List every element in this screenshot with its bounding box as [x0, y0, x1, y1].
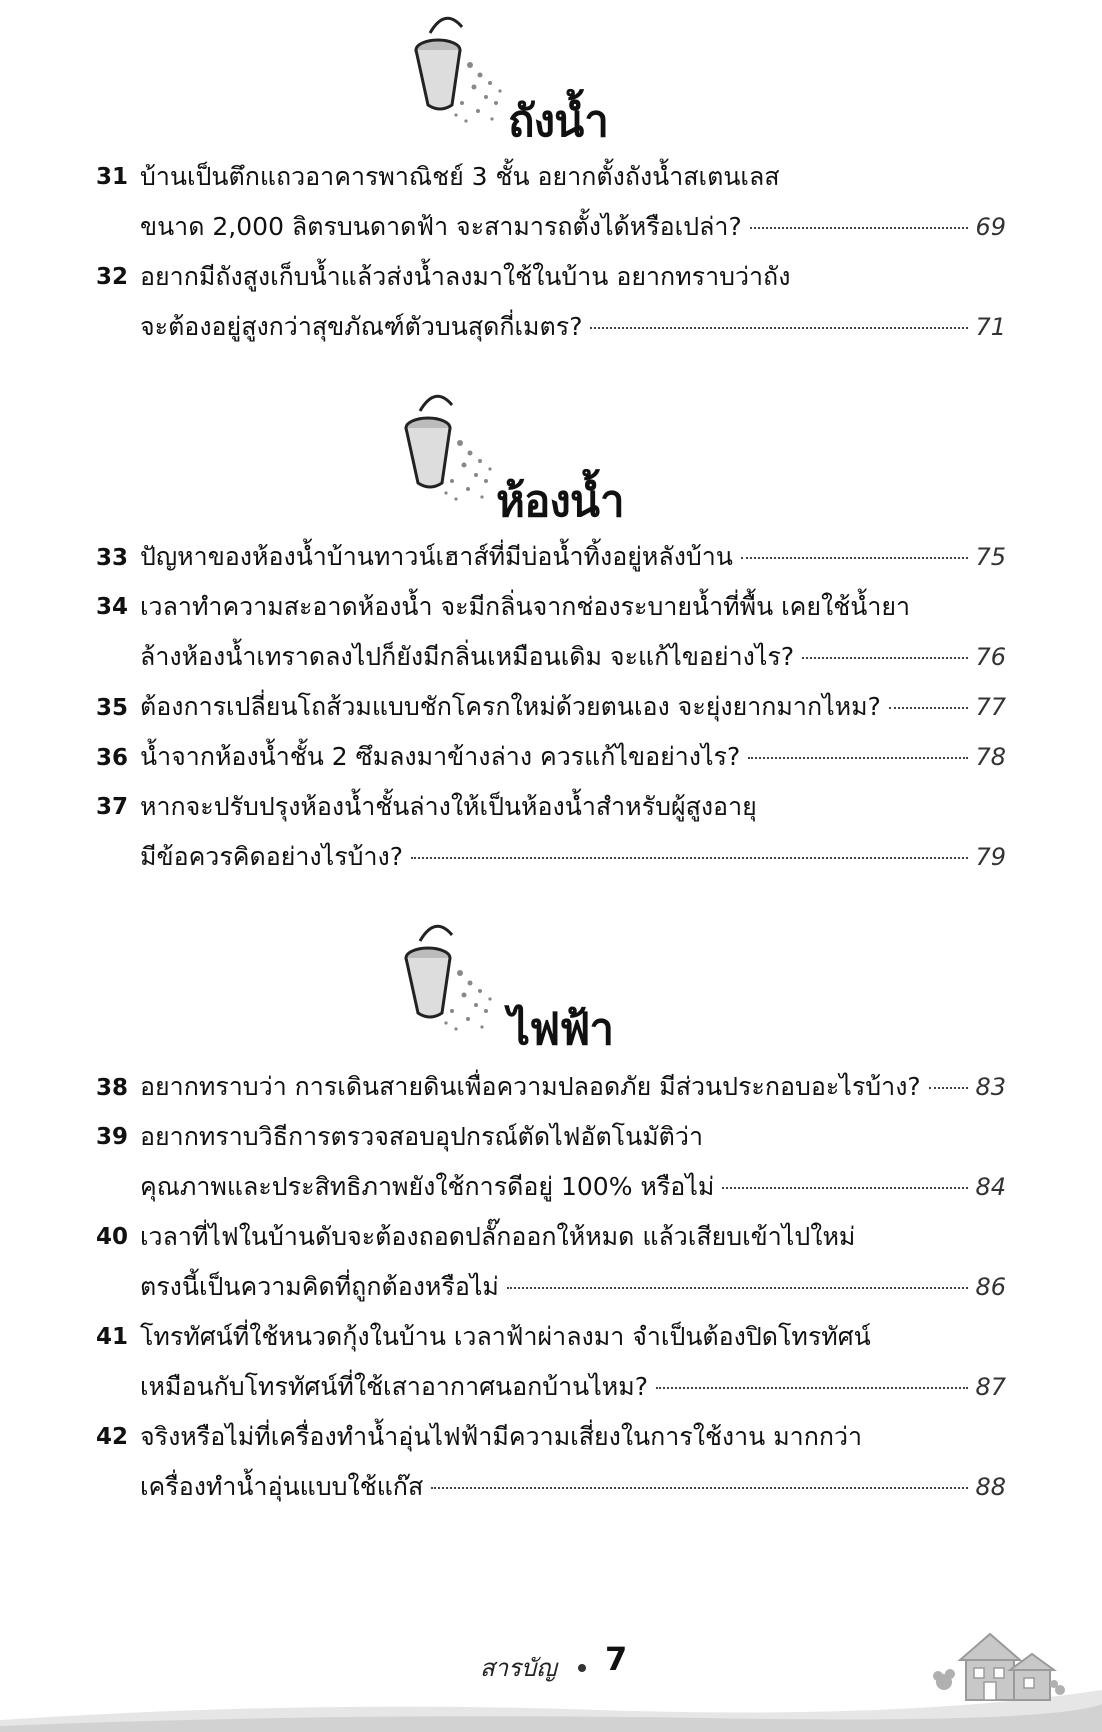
entry-text: หากจะปรับปรุงห้องน้ำชั้นล่างให้เป็นห้องน้ำสำหรับผู้สูงอายุ	[140, 792, 757, 821]
entry-number: 36	[96, 745, 129, 771]
house-icon	[930, 1620, 1070, 1710]
dot-leader	[722, 1186, 968, 1189]
dot-leader	[741, 556, 968, 559]
entry-number: 40	[96, 1224, 129, 1250]
footer-label: สารบัญ	[480, 1654, 557, 1682]
entry-text: ปัญหาของห้องน้ำบ้านทาวน์เฮาส์ที่มีบ่อน้ำทิ้งอยู่หลังบ้าน	[140, 542, 733, 571]
entry-text: เวลาทำความสะอาดห้องน้ำ จะมีกลิ่นจากช่องระบายน้ำที่พื้น เคยใช้น้ำยา	[140, 592, 911, 621]
toc-entry[interactable]	[96, 1312, 1006, 1412]
entry-number: 42	[96, 1424, 129, 1450]
page-number: 75	[975, 543, 1006, 571]
entry-text: จะต้องอยู่สูงกว่าสุขภัณฑ์ตัวบนสุดกี่เมตร?	[140, 312, 583, 341]
entry-text: ขนาด 2,000 ลิตรบนดาดฟ้า จะสามารถตั้งได้หรือเปล่า?	[140, 212, 742, 241]
entry-number: 39	[96, 1124, 129, 1150]
page-number: 86	[975, 1273, 1006, 1301]
entry-text: อยากทราบวิธีการตรวจสอบอุปกรณ์ตัดไฟอัตโนมัติว่า	[140, 1122, 703, 1151]
entry-number: 31	[96, 164, 129, 190]
dot-leader	[889, 706, 968, 709]
dot-leader	[411, 856, 968, 859]
dot-leader	[748, 756, 968, 759]
entry-number: 35	[96, 695, 129, 721]
entry-text: คุณภาพและประสิทธิภาพยังใช้การดีอยู่ 100% หรือไม่	[140, 1172, 715, 1201]
entry-number: 32	[96, 264, 129, 290]
entry-text: น้ำจากห้องน้ำชั้น 2 ซึมลงมาข้างล่าง ควรแก้ไขอย่างไร?	[140, 742, 741, 771]
dot-leader	[431, 1486, 968, 1489]
entry-text: จริงหรือไม่ที่เครื่องทำน้ำอุ่นไฟฟ้ามีความเสี่ยงในการใช้งาน มากกว่า	[140, 1422, 863, 1451]
entry-text: อยากมีถังสูงเก็บน้ำแล้วส่งน้ำลงมาใช้ในบ้าน อยากทราบว่าถัง	[140, 262, 791, 291]
toc-entry[interactable]	[96, 1212, 1006, 1312]
toc-entry[interactable]	[96, 782, 1006, 882]
entry-text: เหมือนกับโทรทัศน์ที่ใช้เสาอากาศนอกบ้านไหม?	[140, 1372, 649, 1401]
entry-text: โทรทัศน์ที่ใช้หนวดกุ้งในบ้าน เวลาฟ้าผ่าลงมา จำเป็นต้องปิดโทรทัศน์	[140, 1322, 871, 1351]
section-title: ห้องน้ำ	[496, 476, 624, 527]
toc-entry[interactable]	[96, 1112, 1006, 1212]
toc-entry[interactable]	[96, 152, 1006, 252]
footer-page-number: 7	[605, 1640, 628, 1678]
dot-leader	[507, 1286, 968, 1289]
entry-number: 38	[96, 1075, 129, 1101]
toc-entry[interactable]	[96, 252, 1006, 352]
page-number: 78	[975, 743, 1006, 771]
entry-text: ตรงนี้เป็นความคิดที่ถูกต้องหรือไม่	[140, 1272, 499, 1301]
page-number: 88	[975, 1473, 1006, 1501]
entry-number: 34	[96, 594, 129, 620]
entry-number: 33	[96, 545, 129, 571]
page-number: 76	[975, 643, 1006, 671]
page-number: 69	[975, 213, 1006, 241]
entry-text: มีข้อควรคิดอย่างไรบ้าง?	[140, 842, 404, 871]
page-number: 77	[975, 693, 1006, 721]
entry-text: เครื่องทำน้ำอุ่นแบบใช้แก๊ส	[140, 1472, 424, 1501]
footer-bullet	[578, 1664, 586, 1672]
dot-leader	[656, 1386, 968, 1389]
toc-entry[interactable]	[96, 1412, 1006, 1512]
toc-entry[interactable]	[96, 732, 1006, 782]
dot-leader	[590, 326, 968, 329]
toc-entry[interactable]	[96, 682, 1006, 732]
page-number: 84	[975, 1173, 1006, 1201]
entry-text: เวลาที่ไฟในบ้านดับจะต้องถอดปลั๊กออกให้หมด แล้วเสียบเข้าไปใหม่	[140, 1222, 856, 1251]
section-title: ถังน้ำ	[508, 96, 608, 147]
entry-number: 41	[96, 1324, 129, 1350]
entry-text: อยากทราบว่า การเดินสายดินเพื่อความปลอดภัย มีส่วนประกอบอะไรบ้าง?	[140, 1072, 921, 1101]
toc-entry[interactable]	[96, 582, 1006, 682]
page-footer	[0, 1640, 1102, 1732]
entry-number: 37	[96, 794, 129, 820]
toc-entry[interactable]	[96, 1062, 1006, 1112]
entry-text: ล้างห้องน้ำเทราดลงไปก็ยังมีกลิ่นเหมือนเดิม จะแก้ไขอย่างไร?	[140, 642, 795, 671]
dot-leader	[929, 1086, 968, 1089]
toc-entry[interactable]	[96, 532, 1006, 582]
dot-leader	[750, 226, 968, 229]
page-number: 79	[975, 843, 1006, 871]
entry-text: ต้องการเปลี่ยนโถส้วมแบบชักโครกใหม่ด้วยตนเอง จะยุ่งยากมากไหม?	[140, 692, 881, 721]
dot-leader	[802, 656, 968, 659]
page-number: 71	[975, 313, 1006, 341]
page-number: 83	[975, 1073, 1006, 1101]
page-number: 87	[975, 1373, 1006, 1401]
entry-text: บ้านเป็นตึกแถวอาคารพาณิชย์ 3 ชั้น อยากตั้งถังน้ำสเตนเลส	[140, 162, 780, 191]
section-title: ไฟฟ้า	[508, 1004, 614, 1055]
